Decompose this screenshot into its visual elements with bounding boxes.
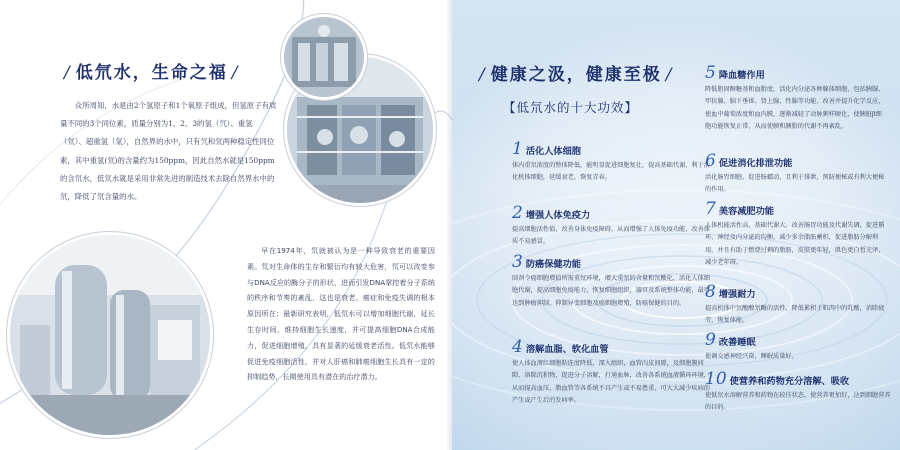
- benefit-item-6: [705, 152, 885, 197]
- benefit-item-4: [512, 338, 712, 408]
- benefit-title: 改善睡眠: [718, 337, 756, 348]
- benefit-title: 增强耐力: [718, 289, 756, 300]
- benefit-description: 人体机能活性高，基础代谢大，改善肠胃功能及代谢失调，促进循环、神经及内分泌的均衡，减少多余脂肪蓄积，促进脂肪分解利用，并且有助于燃烧过剩的脂肪，皮肤更年轻，肌色更白皙光泽，减少老年斑。: [705, 222, 885, 267]
- benefit-title: 促进消化排泄功能: [718, 158, 793, 169]
- benefit-description: 使低氘水溶解营养和药物在较佳状态，使营养更加好，达到细胞营养的目的。: [705, 392, 891, 412]
- benefit-description: 活化肠胃细胞，促进肠蠕动，且利于排泄，预防便秘或有利大便秘的作用。: [705, 174, 885, 194]
- left-title-text: 低氘水，生命之福: [75, 63, 228, 83]
- benefit-description: 提高细胞活性值，改善身体免疫障碍，从而增强了人体免疫功能，改善体质不易感冒。: [512, 226, 710, 246]
- benefit-title: 增强人体免疫力: [525, 210, 591, 221]
- benefit-title: 活化人体细胞: [525, 146, 581, 157]
- benefit-item-3: [512, 253, 712, 310]
- benefits-subtitle: 【低氘水的十大功效】: [503, 100, 639, 115]
- benefit-description: 降低胆固醇糖基和血脂度，活化内分泌各种腺体细胞，包括胰腺、甲状腺、脑下垂体、肾上腺、性腺等功能，改善并提升化学反应，使血中葡萄浓度和血内膜，逐渐减轻了动脉粥样硬化，使胰脏β细胞功能恢复正常，从而使胰和胰脂的代谢不再紊乱。: [705, 86, 885, 131]
- right-page: [452, 0, 900, 450]
- benefit-title: 使营养和药物充分溶解、吸收: [729, 376, 850, 387]
- benefit-item-1: [512, 140, 712, 185]
- left-page-title: / 低氘水，生命之福 /: [64, 63, 240, 83]
- benefit-number: 7: [705, 199, 716, 219]
- benefit-item-7: [705, 200, 885, 270]
- benefit-title: 美容减肥功能: [718, 206, 774, 217]
- benefit-description: 回剂令癌细胞增值所需重氘环境，增大重氘的含量和氘酸化，活化人体细胞代谢，提高细胞免疫能力，恢复细胞组织，器官及系统整体功能，最可达到肿瘤抑制、抑制异变细胞及癌细胞增殖，防癌保健的目的。: [512, 275, 710, 307]
- benefit-item-8: [705, 283, 885, 328]
- benefit-item-9: [705, 331, 885, 363]
- benefit-number: 4: [512, 337, 523, 357]
- benefit-item-2: [512, 204, 712, 249]
- benefit-description: 使人体血液红细胞粘连度降低，深入组织，血管内皮间隙，及细胞膜间隙，溶除沉积物，促进分子溶解，打通血脉，改善各系统血液循环环境，从而提高血压，脂血管等各系统不具产生或不易患重，可大大减少疾病的产生或产生后的发病率。: [512, 360, 710, 405]
- benefit-title: 防癌保健功能: [525, 259, 581, 270]
- benefit-description: 体内重氘浓度的整体降低，能明显促进细胞复壮，提高基础代谢，利于活化机体细胞，延缓衰老，恢复青春。: [512, 162, 710, 182]
- benefit-number: 8: [705, 282, 716, 302]
- left-intro-paragraph: 众所周知，水是由2个氢原子和1个氧原子组成，但氢原子有质量不同的3个同位素，质量分别为1、2、3的氢（氕）、重氢（氘）、超重氢（氚），自然界的水中，只有氕和氘两种稳定性同位素，其中重氢(氘)的含量约为150ppm，因此自然水就是150ppm的含氘水，低氘水就是采用非常先进的制造技术去除自然界水中的氘，降低了氘含量的水。: [60, 101, 277, 202]
- right-page-title: / 健康之汲，健康至极 /: [479, 65, 674, 85]
- right-title-text: 健康之汲，健康至极: [490, 65, 662, 85]
- benefit-description: 提高机体中氘酸酸氘酶的活性，降低累积于肌肉中的乳酸，消除疲劳，恢复体能。: [705, 305, 885, 325]
- water-tank-photo: [10, 235, 210, 435]
- benefit-number: 9: [705, 330, 716, 350]
- left-history-paragraph: 早在1974年，氘就被认为是一种导致衰老的重要因素。氘对生命体的生存和繁衍均有较大危害，氘可以改变参与DNA反应的酶分子的形状，进而引发DNA掌控着分子系统的秩序和节奏的紊乱，这也是衰老、癌症和免疫失调的根本原因所在；最新研究表明，低氘水可以增加细胞代谢，延长生存时间，维持细胞生长速度，并可提高细胞DNA合成能力，促进细胞增殖，具有显著的延缓衰老活性。低氘水能够促进免疫细胞活性，并对人肝癌和肺癌细胞生长具有一定的抑制趋势，长期使用具有潜在的治疗潜力。: [247, 246, 435, 382]
- benefit-number: 2: [512, 203, 523, 223]
- benefit-number: 5: [705, 63, 716, 83]
- benefit-item-10: [705, 370, 895, 415]
- benefit-number: 1: [512, 139, 523, 159]
- benefit-item-5: [705, 64, 885, 134]
- benefit-number: 10: [705, 369, 727, 389]
- factory-photo-small: [284, 17, 364, 97]
- benefit-title: 降血糖作用: [718, 70, 765, 81]
- benefit-title: 溶解血脂、软化血管: [525, 344, 609, 355]
- benefit-description: 使调交感神经兴奋，睡眠质量好。: [705, 353, 798, 360]
- benefit-number: 6: [705, 151, 716, 171]
- benefit-number: 3: [512, 252, 523, 272]
